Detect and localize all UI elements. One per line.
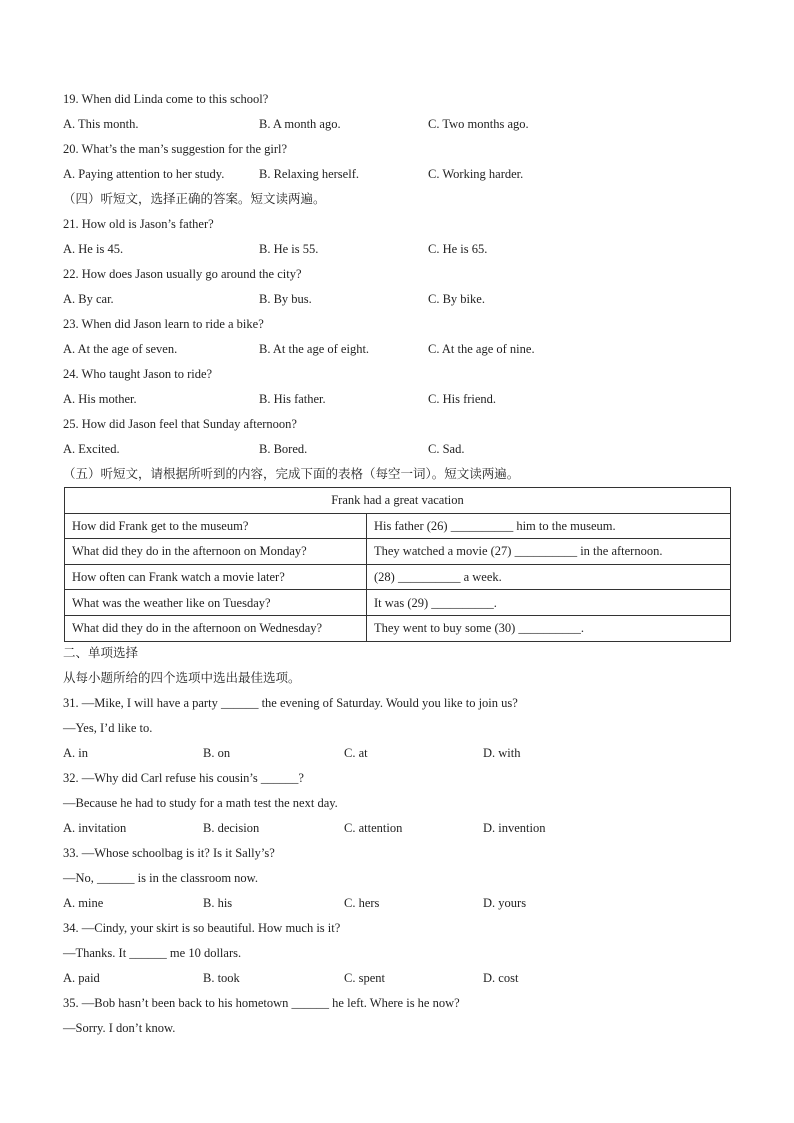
question-25-option-c: C. Sad. xyxy=(428,442,465,456)
table-title-row xyxy=(65,488,731,514)
question-19-option-a: A. This month. xyxy=(63,117,139,131)
question-22-option-c: C. By bike. xyxy=(428,292,485,306)
question-32-line-1: 32. —Why did Carl refuse his cousin’s ______? xyxy=(63,771,304,785)
question-21-option-a: A. He is 45. xyxy=(63,242,124,256)
question-24-option-a: A. His mother. xyxy=(63,392,137,406)
question-22-option-b: B. By bus. xyxy=(259,292,312,306)
question-25-stem: 25. How did Jason feel that Sunday afternoon? xyxy=(63,417,297,431)
question-34-line-2: —Thanks. It ______ me 10 dollars. xyxy=(63,946,242,960)
question-23-stem: 23. When did Jason learn to ride a bike? xyxy=(63,317,264,331)
table-question-cell: How often can Frank watch a movie later? xyxy=(65,564,367,590)
question-33-option-a: A. mine xyxy=(63,896,104,910)
question-23-option-a: A. At the age of seven. xyxy=(63,342,178,356)
question-24-option-c: C. His friend. xyxy=(428,392,497,406)
question-34-option-c: C. spent xyxy=(344,971,385,985)
table-answer-cell: They went to buy some (30) __________. xyxy=(367,615,731,641)
question-24-option-b: B. His father. xyxy=(259,392,326,406)
question-22-option-a: A. By car. xyxy=(63,292,114,306)
table-question-cell: How did Frank get to the museum? xyxy=(65,513,367,539)
question-35-line-2: —Sorry. I don’t know. xyxy=(63,1021,176,1035)
question-20-option-b: B. Relaxing herself. xyxy=(259,167,359,181)
question-33-option-d: D. yours xyxy=(483,896,527,910)
question-34-option-b: B. took xyxy=(203,971,240,985)
question-31-line-1: 31. —Mike, I will have a party ______ the evening of Saturday. Would you like to join us? xyxy=(63,696,518,710)
question-33-option-c: C. hers xyxy=(344,896,380,910)
question-34-line-1: 34. —Cindy, your skirt is so beautiful. How much is it? xyxy=(63,921,341,935)
question-31-option-c: C. at xyxy=(344,746,368,760)
table-row xyxy=(65,590,731,616)
question-22-stem: 22. How does Jason usually go around the city? xyxy=(63,267,302,281)
question-25-option-b: B. Bored. xyxy=(259,442,308,456)
grammar-instruction: 从每小题所给的四个选项中选出最佳选项。 xyxy=(63,670,301,685)
grammar-section-title: 二、单项选择 xyxy=(63,645,139,660)
table-answer-cell: It was (29) __________. xyxy=(367,590,731,616)
question-31-option-b: B. on xyxy=(203,746,231,760)
question-20-stem: 20. What’s the man’s suggestion for the girl? xyxy=(63,142,288,156)
question-32-option-d: D. invention xyxy=(483,821,546,835)
vacation-table xyxy=(64,487,731,642)
question-21-option-c: C. He is 65. xyxy=(428,242,488,256)
question-31-option-a: A. in xyxy=(63,746,88,760)
section-5-heading: （五）听短文，请根据所听到的内容，完成下面的表格（每空一词）。短文读两遍。 xyxy=(63,466,520,481)
table-question-cell: What was the weather like on Tuesday? xyxy=(65,590,367,616)
question-19-stem: 19. When did Linda come to this school? xyxy=(63,92,269,106)
question-20-option-a: A. Paying attention to her study. xyxy=(63,167,225,181)
table-answer-cell: They watched a movie (27) __________ in the afternoon. xyxy=(367,539,731,565)
question-31-line-2: —Yes, I’d like to. xyxy=(63,721,153,735)
table-title: Frank had a great vacation xyxy=(65,488,731,514)
question-19-option-b: B. A month ago. xyxy=(259,117,341,131)
table-row xyxy=(65,615,731,641)
question-33-option-b: B. his xyxy=(203,896,233,910)
section-4-heading: （四）听短文，选择正确的答案。短文读两遍。 xyxy=(63,191,326,206)
question-19-option-c: C. Two months ago. xyxy=(428,117,529,131)
question-21-option-b: B. He is 55. xyxy=(259,242,319,256)
question-34-option-a: A. paid xyxy=(63,971,100,985)
question-32-option-c: C. attention xyxy=(344,821,403,835)
question-25-option-a: A. Excited. xyxy=(63,442,120,456)
question-35-line-1: 35. —Bob hasn’t been back to his hometown ______ he left. Where is he now? xyxy=(63,996,460,1010)
question-32-option-a: A. invitation xyxy=(63,821,127,835)
question-20-option-c: C. Working harder. xyxy=(428,167,524,181)
question-23-option-b: B. At the age of eight. xyxy=(259,342,370,356)
question-33-line-2: —No, ______ is in the classroom now. xyxy=(63,871,259,885)
question-21-stem: 21. How old is Jason’s father? xyxy=(63,217,214,231)
question-33-line-1: 33. —Whose schoolbag is it? Is it Sally’s? xyxy=(63,846,275,860)
table-row xyxy=(65,539,731,565)
table-row xyxy=(65,513,731,539)
question-34-option-d: D. cost xyxy=(483,971,519,985)
question-31-option-d: D. with xyxy=(483,746,521,760)
table-question-cell: What did they do in the afternoon on Monday? xyxy=(65,539,367,565)
table-question-cell: What did they do in the afternoon on Wednesday? xyxy=(65,615,367,641)
table-answer-cell: (28) __________ a week. xyxy=(367,564,731,590)
question-23-option-c: C. At the age of nine. xyxy=(428,342,535,356)
question-32-line-2: —Because he had to study for a math test the next day. xyxy=(63,796,338,810)
question-24-stem: 24. Who taught Jason to ride? xyxy=(63,367,213,381)
table-row xyxy=(65,564,731,590)
table-answer-cell: His father (26) __________ him to the museum. xyxy=(367,513,731,539)
question-32-option-b: B. decision xyxy=(203,821,260,835)
